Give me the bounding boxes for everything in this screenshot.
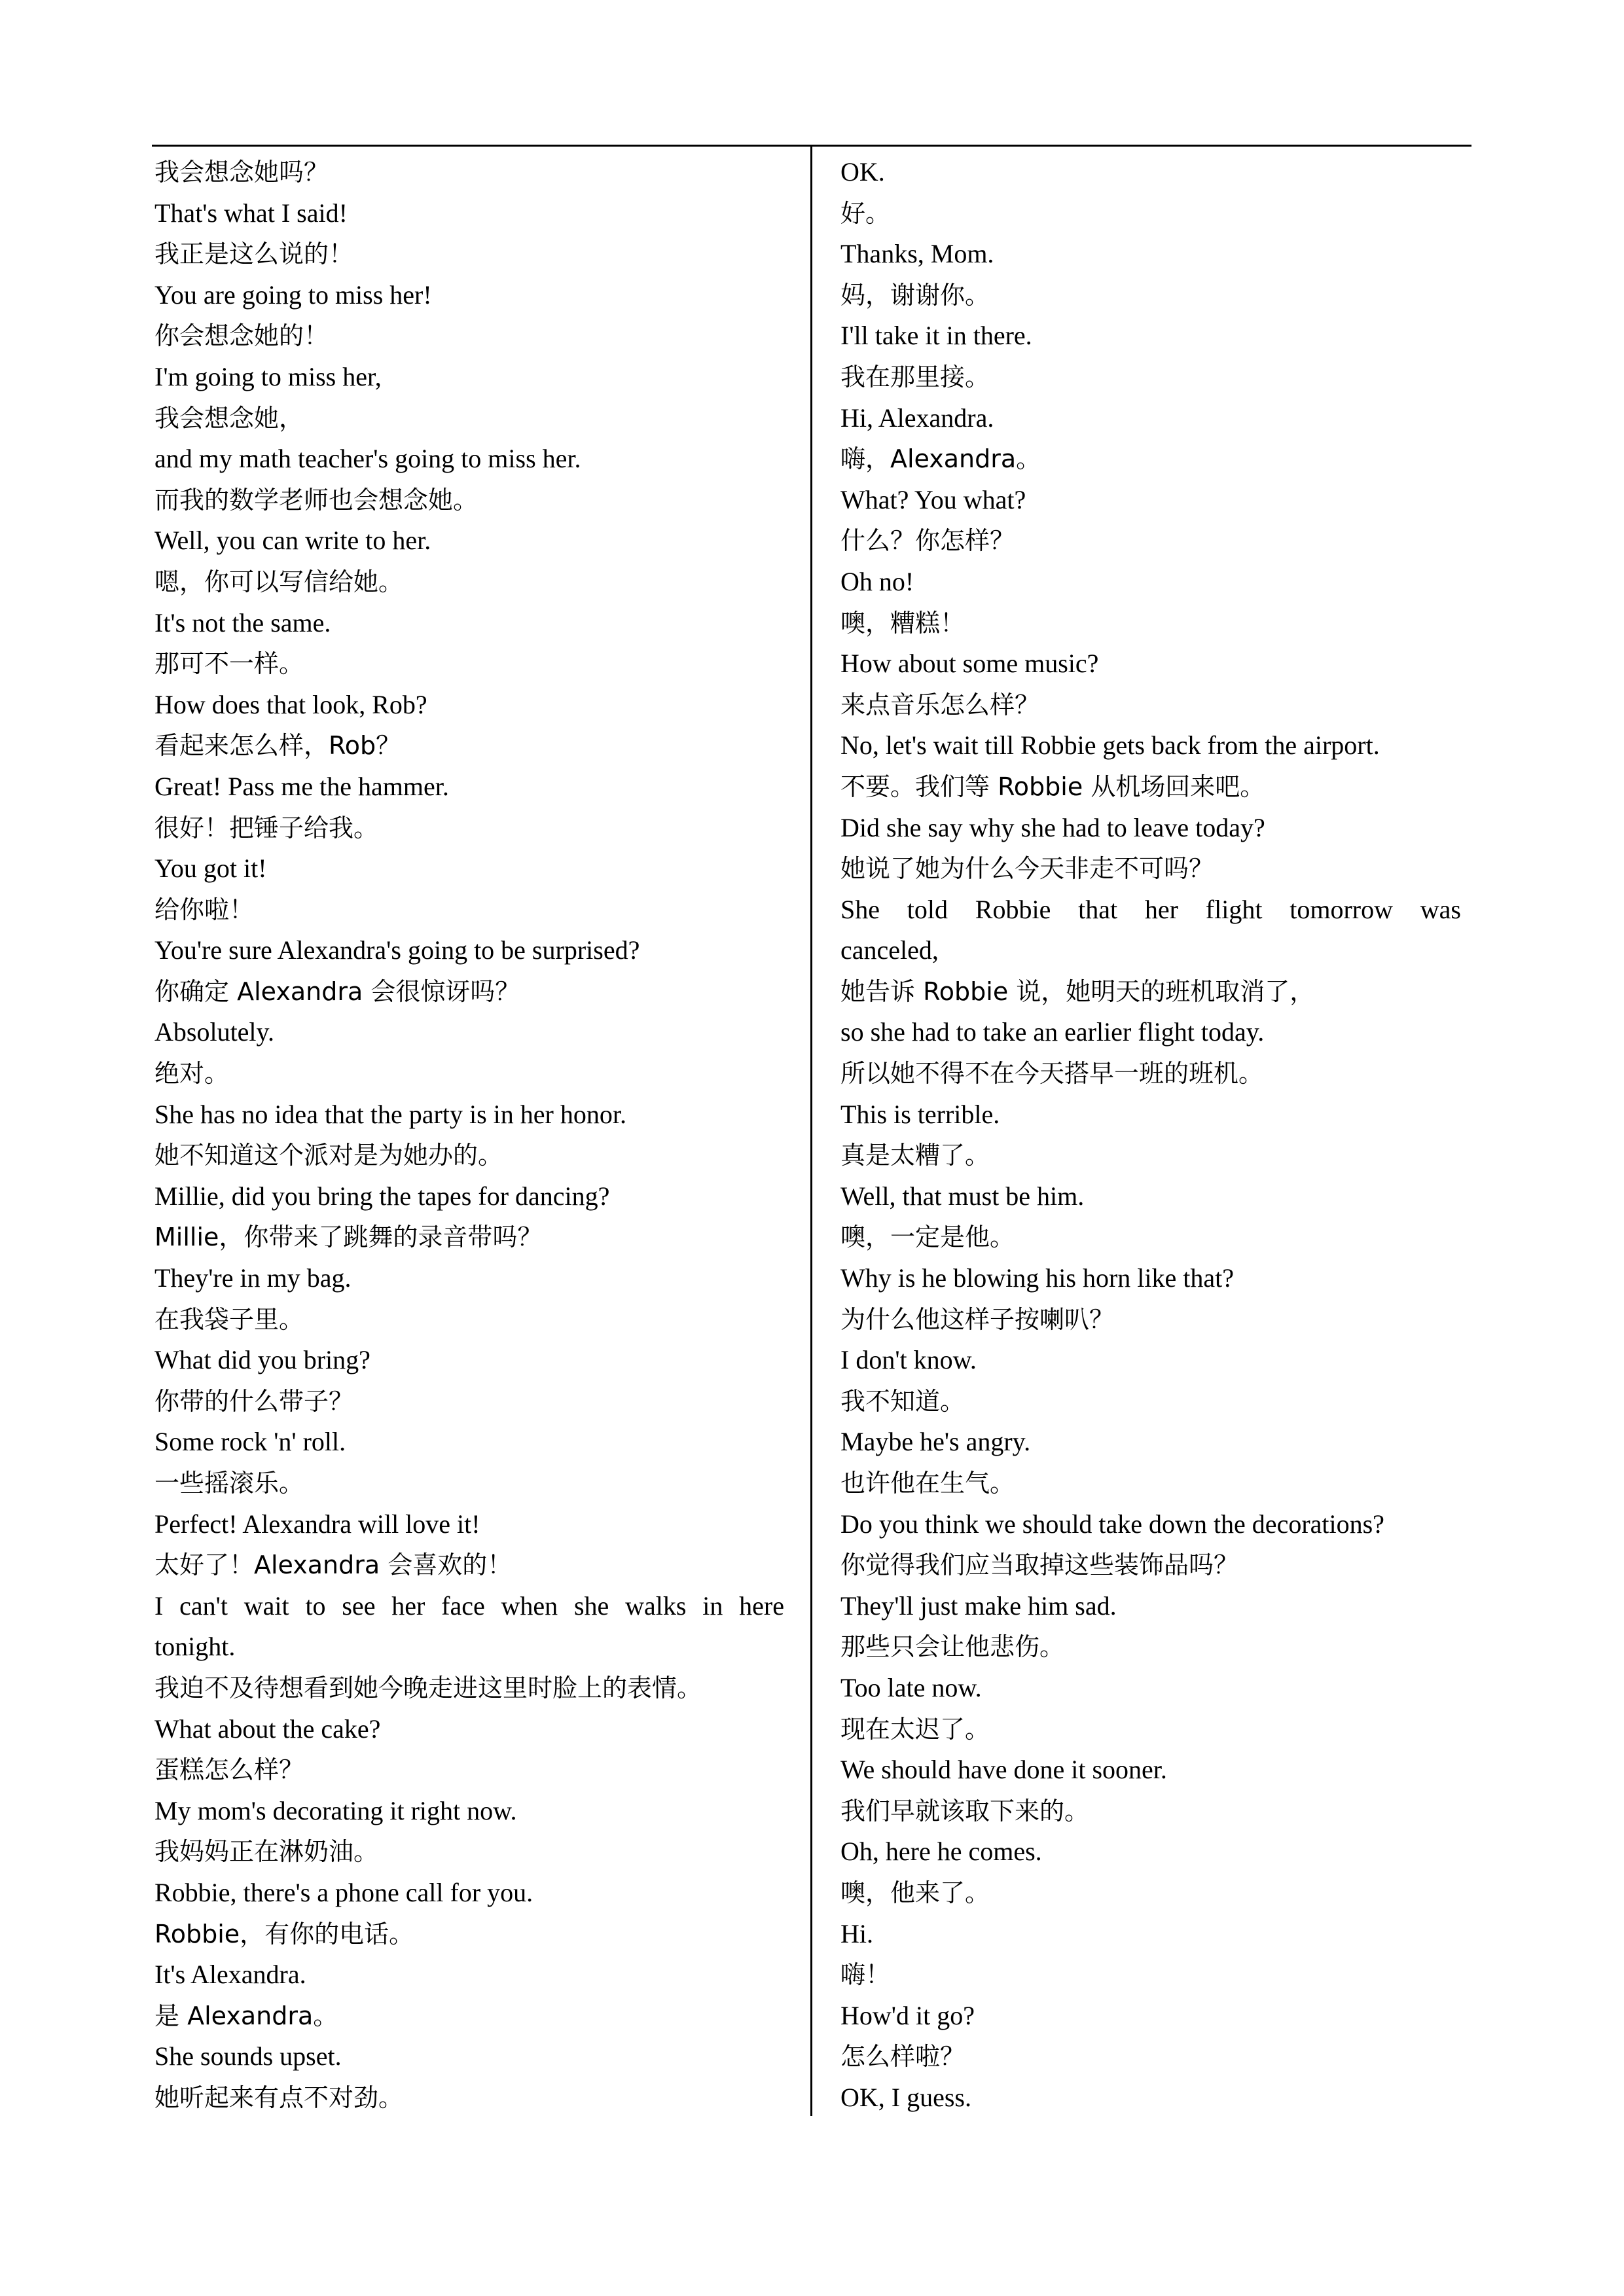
line-37: tonight. (154, 1632, 236, 1662)
line-47: 怎么样啦？ (840, 2042, 965, 2072)
line-25: 她不知道这个派对是为她办的。 (154, 1141, 503, 1170)
line-24: This is terrible. (840, 1099, 1000, 1129)
line-40: 蛋糕怎么样？ (154, 1755, 304, 1785)
line-32: Maybe he's angry. (840, 1427, 1031, 1457)
line-41: My mom's decorating it right now. (154, 1795, 517, 1825)
line-9: What? You what? (840, 484, 1026, 514)
line-3: Thanks, Mom. (840, 239, 994, 269)
line-17: Did she say why she had to leave today? (840, 812, 1265, 842)
line-32: Some rock 'n' roll. (154, 1427, 346, 1457)
line-35: 太好了！Alexandra 会喜欢的！ (154, 1551, 513, 1580)
line-16: 不要。我们等 Robbie 从机场回来吧。 (840, 772, 1265, 801)
line-30: What did you bring? (154, 1345, 370, 1375)
line-16: Great! Pass me the hammer. (154, 771, 449, 801)
line-41: 我们早就该取下来的。 (840, 1796, 1090, 1825)
line-4: You are going to miss her! (154, 279, 432, 310)
line-10: 什么？你怎样？ (840, 526, 1015, 556)
line-43: 噢，他来了。 (840, 1878, 990, 1907)
line-2: 好。 (840, 198, 891, 228)
line-45: It's Alexandra. (154, 1960, 306, 1990)
line-46: How'd it go? (840, 2000, 975, 2030)
line-17: 很好！把锤子给我。 (154, 813, 379, 842)
line-36: They'll just make him sad. (840, 1590, 1117, 1621)
line-38: Too late now. (840, 1672, 982, 1702)
line-42: 我妈妈正在淋奶油。 (154, 1837, 379, 1867)
line-7: Hi, Alexandra. (840, 403, 994, 433)
line-33: 也许他在生气。 (840, 1469, 1015, 1498)
line-1: 我会想念她吗？ (154, 158, 329, 187)
column-divider (810, 145, 812, 2116)
line-21: 她告诉 Robbie 说，她明天的班机取消了， (840, 977, 1315, 1006)
line-22: Absolutely. (154, 1017, 274, 1047)
line-39: What about the cake? (154, 1713, 381, 1744)
right-column (840, 152, 1461, 2119)
line-42: Oh, here he comes. (840, 1837, 1042, 1867)
line-26: Millie, did you bring the tapes for dancing? (154, 1181, 610, 1211)
line-34: Perfect! Alexandra will love it! (154, 1509, 480, 1539)
line-19: 给你啦！ (154, 895, 255, 924)
left-column (154, 152, 784, 2119)
line-29: 在我袋子里。 (154, 1304, 304, 1334)
line-39: 现在太迟了。 (840, 1714, 990, 1744)
line-20: canceled, (840, 935, 939, 965)
line-12: It's not the same. (154, 607, 331, 637)
line-1: OK. (840, 157, 885, 187)
line-8: and my math teacher's going to miss her. (154, 444, 581, 474)
line-15: No, let's wait till Robbie gets back from the airport. (840, 730, 1380, 761)
line-14: 来点音乐怎么样？ (840, 690, 1040, 719)
line-29: 为什么他这样子按喇叭？ (840, 1304, 1115, 1334)
line-26: Well, that must be him. (840, 1181, 1085, 1211)
line-44: Robbie，有你的电话。 (154, 1919, 414, 1948)
line-3: 我正是这么说的！ (154, 240, 354, 269)
line-20: You're sure Alexandra's going to be surprised? (154, 935, 640, 965)
line-9: 而我的数学老师也会想念她。 (154, 485, 478, 514)
line-22: so she had to take an earlier flight today. (840, 1017, 1265, 1047)
line-19: She told Robbie that her flight tomorrow was (840, 894, 1461, 924)
line-46: 是 Alexandra。 (154, 2001, 338, 2030)
line-18: 她说了她为什么今天非走不可吗？ (840, 854, 1214, 884)
line-15: 看起来怎么样，Rob？ (154, 731, 401, 761)
line-13: How about some music? (840, 649, 1099, 679)
line-47: She sounds upset. (154, 2041, 342, 2072)
line-11: Oh no! (840, 566, 914, 596)
line-27: 噢，一定是他。 (840, 1223, 1015, 1252)
line-7: 我会想念她， (154, 403, 304, 433)
line-23: 所以她不得不在今天搭早一班的班机。 (840, 1059, 1264, 1088)
line-40: We should have done it sooner. (840, 1755, 1167, 1785)
line-31: 你带的什么带子？ (154, 1386, 354, 1416)
line-25: 真是太糟了。 (840, 1141, 990, 1170)
line-21: 你确定 Alexandra 会很惊讶吗？ (154, 977, 520, 1006)
line-37: 那些只会让他悲伤。 (840, 1632, 1065, 1662)
line-35: 你觉得我们应当取掉这些装饰品吗？ (840, 1551, 1239, 1580)
line-18: You got it! (154, 853, 267, 884)
line-44: Hi. (840, 1918, 873, 1948)
line-8: 嗨，Alexandra。 (840, 444, 1041, 474)
line-10: Well, you can write to her. (154, 526, 431, 556)
line-24: She has no idea that the party is in her honor. (154, 1099, 626, 1129)
line-6: I'm going to miss her, (154, 361, 382, 391)
line-43: Robbie, there's a phone call for you. (154, 1877, 533, 1907)
line-14: How does that look, Rob? (154, 689, 427, 719)
line-28: Why is he blowing his horn like that? (840, 1263, 1235, 1293)
line-6: 我在那里接。 (840, 362, 990, 391)
line-13: 那可不一样。 (154, 649, 304, 679)
line-30: I don't know. (840, 1345, 977, 1375)
line-33: 一些摇滚乐。 (154, 1469, 304, 1498)
line-5: I'll take it in there. (840, 321, 1032, 351)
line-27: Millie，你带来了跳舞的录音带吗？ (154, 1223, 543, 1252)
line-12: 噢，糟糕！ (840, 608, 965, 637)
line-2: That's what I said! (154, 198, 348, 228)
line-45: 嗨！ (840, 1960, 891, 1990)
line-48: 她听起来有点不对劲。 (154, 2083, 404, 2112)
line-28: They're in my bag. (154, 1263, 352, 1293)
line-34: Do you think we should take down the decorations? (840, 1509, 1384, 1539)
line-5: 你会想念她的！ (154, 321, 329, 351)
line-23: 绝对。 (154, 1059, 230, 1088)
line-4: 妈，谢谢你。 (840, 280, 990, 310)
line-11: 嗯，你可以写信给她。 (154, 567, 404, 596)
line-36: I can't wait to see her face when she walks in here (154, 1590, 784, 1621)
line-31: 我不知道。 (840, 1386, 965, 1416)
line-38: 我迫不及待想看到她今晚走进这里时脸上的表情。 (154, 1673, 702, 1702)
line-48: OK, I guess. (840, 2082, 971, 2112)
